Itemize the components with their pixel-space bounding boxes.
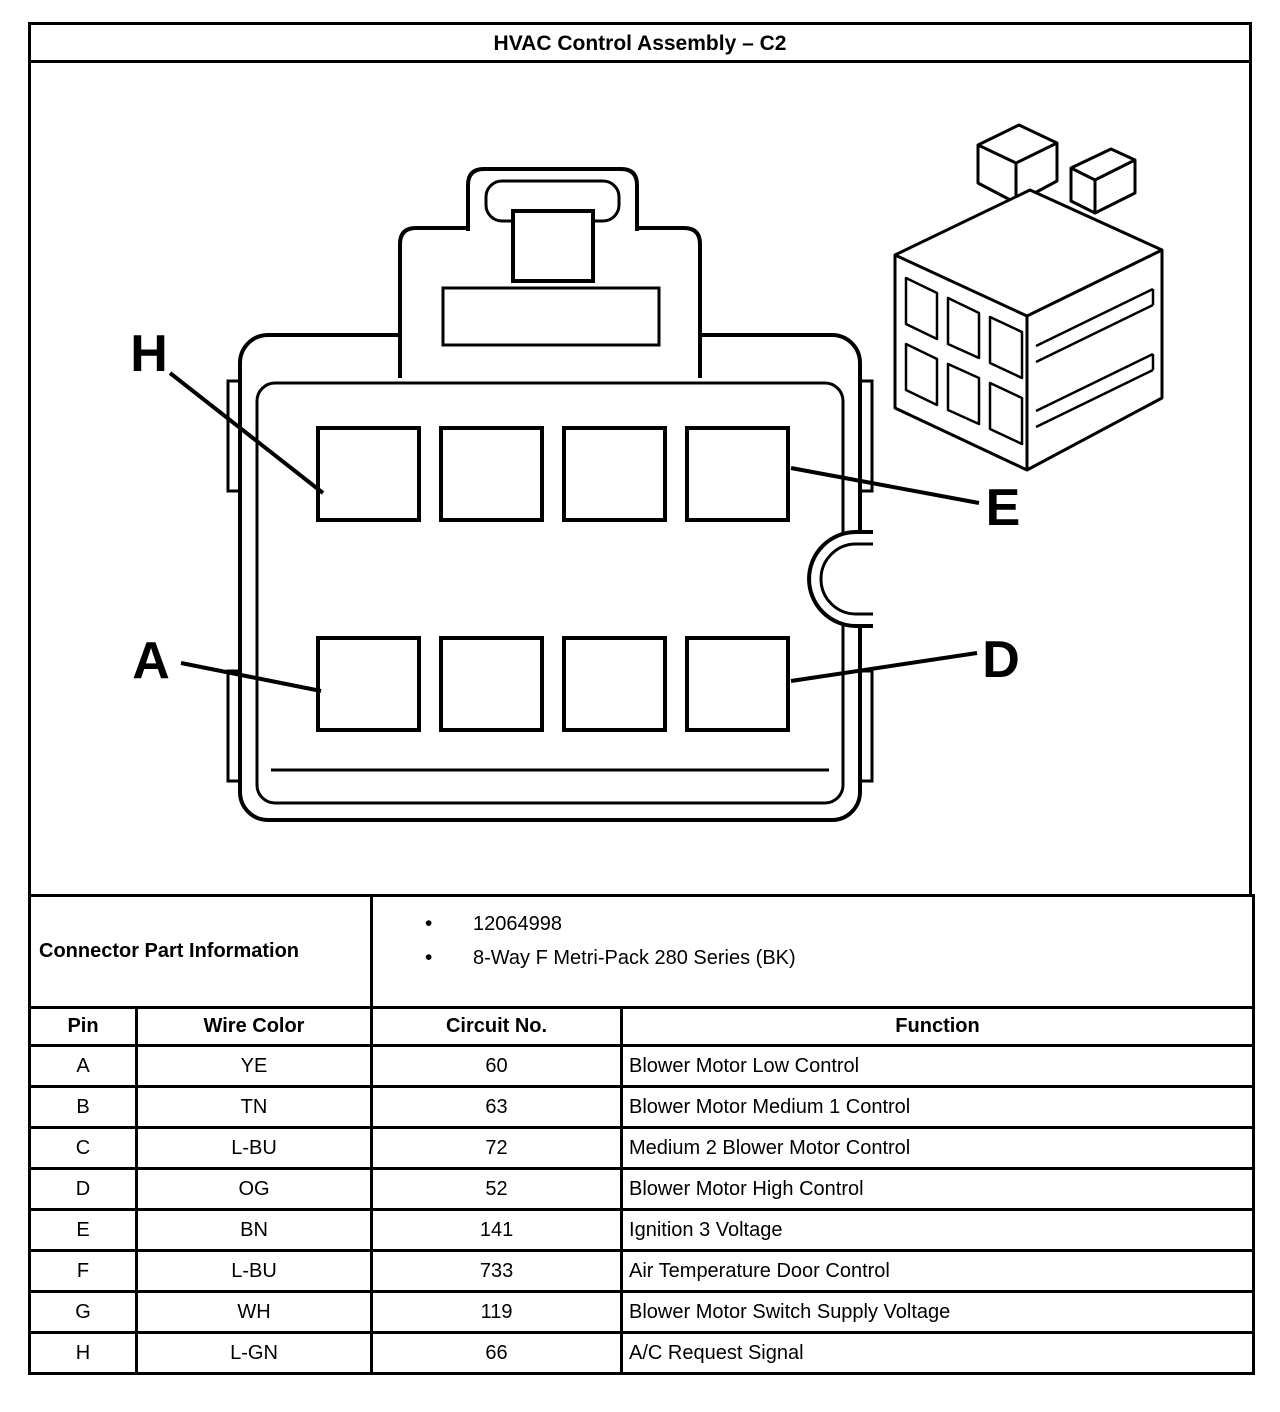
cell-circuit: 52 xyxy=(372,1169,622,1210)
part-info-row xyxy=(30,896,1254,1008)
cell-function: A/C Request Signal xyxy=(622,1333,1254,1374)
cell-wire-color: TN xyxy=(137,1087,372,1128)
cell-function: Blower Motor Low Control xyxy=(622,1046,1254,1087)
cell-circuit: 63 xyxy=(372,1087,622,1128)
cell-pin: E xyxy=(30,1210,137,1251)
connector-diagram-panel xyxy=(28,22,1252,894)
latch-3d-block xyxy=(1071,149,1135,213)
connector-type: • 8-Way F Metri-Pack 280 Series (BK) xyxy=(425,941,1252,975)
cavity-h xyxy=(318,428,419,520)
latch-button xyxy=(513,211,593,281)
header-wire-color: Wire Color xyxy=(137,1008,372,1046)
connector-drawing xyxy=(31,63,1249,894)
cell-pin: H xyxy=(30,1333,137,1374)
part-info-list xyxy=(373,907,1252,975)
cell-pin: B xyxy=(30,1087,137,1128)
cavity-b xyxy=(441,638,542,730)
table-row xyxy=(30,1128,1254,1169)
part-info-values xyxy=(372,896,1254,1008)
cell-circuit: 141 xyxy=(372,1210,622,1251)
cell-wire-color: OG xyxy=(137,1169,372,1210)
cell-pin: G xyxy=(30,1292,137,1333)
cavity-e xyxy=(687,428,788,520)
pin-label-d: D xyxy=(982,631,1020,689)
cell-wire-color: L-GN xyxy=(137,1333,372,1374)
cell-wire-color: YE xyxy=(137,1046,372,1087)
connector-info-table xyxy=(28,894,1255,1375)
cavity-g xyxy=(441,428,542,520)
cell-circuit: 119 xyxy=(372,1292,622,1333)
cell-circuit: 60 xyxy=(372,1046,622,1087)
page-title: HVAC Control Assembly – C2 xyxy=(31,25,1249,63)
table-row xyxy=(30,1333,1254,1374)
cell-pin: A xyxy=(30,1046,137,1087)
header-pin: Pin xyxy=(30,1008,137,1046)
table-row xyxy=(30,1251,1254,1292)
cell-wire-color: L-BU xyxy=(137,1128,372,1169)
table-row xyxy=(30,1046,1254,1087)
cell-pin: C xyxy=(30,1128,137,1169)
pin-label-e: E xyxy=(985,479,1021,537)
pin-label-h: H xyxy=(130,325,168,383)
part-info-label: Connector Part Information xyxy=(30,896,372,1008)
table-row xyxy=(30,1292,1254,1333)
part-number: • 12064998 xyxy=(425,907,1252,941)
body-outline xyxy=(240,335,860,820)
cavity-d xyxy=(687,638,788,730)
header-circuit-no: Circuit No. xyxy=(372,1008,622,1046)
cavity-a xyxy=(318,638,419,730)
cell-pin: D xyxy=(30,1169,137,1210)
cell-function: Air Temperature Door Control xyxy=(622,1251,1254,1292)
cavity-f xyxy=(564,428,665,520)
cell-circuit: 66 xyxy=(372,1333,622,1374)
header-function: Function xyxy=(622,1008,1254,1046)
connector-face-diagram xyxy=(31,63,1249,894)
cell-pin: F xyxy=(30,1251,137,1292)
table-row xyxy=(30,1210,1254,1251)
pin-label-a: A xyxy=(132,632,170,690)
table-row xyxy=(30,1169,1254,1210)
cell-function: Blower Motor Medium 1 Control xyxy=(622,1087,1254,1128)
cell-wire-color: BN xyxy=(137,1210,372,1251)
cell-circuit: 72 xyxy=(372,1128,622,1169)
cell-function: Blower Motor High Control xyxy=(622,1169,1254,1210)
cell-wire-color: WH xyxy=(137,1292,372,1333)
cell-function: Blower Motor Switch Supply Voltage xyxy=(622,1292,1254,1333)
cell-wire-color: L-BU xyxy=(137,1251,372,1292)
cell-circuit: 733 xyxy=(372,1251,622,1292)
connector-3d-view xyxy=(895,125,1162,470)
cell-function: Ignition 3 Voltage xyxy=(622,1210,1254,1251)
table-row xyxy=(30,1087,1254,1128)
table-header-row xyxy=(30,1008,1254,1046)
cell-function: Medium 2 Blower Motor Control xyxy=(622,1128,1254,1169)
cavity-c xyxy=(564,638,665,730)
